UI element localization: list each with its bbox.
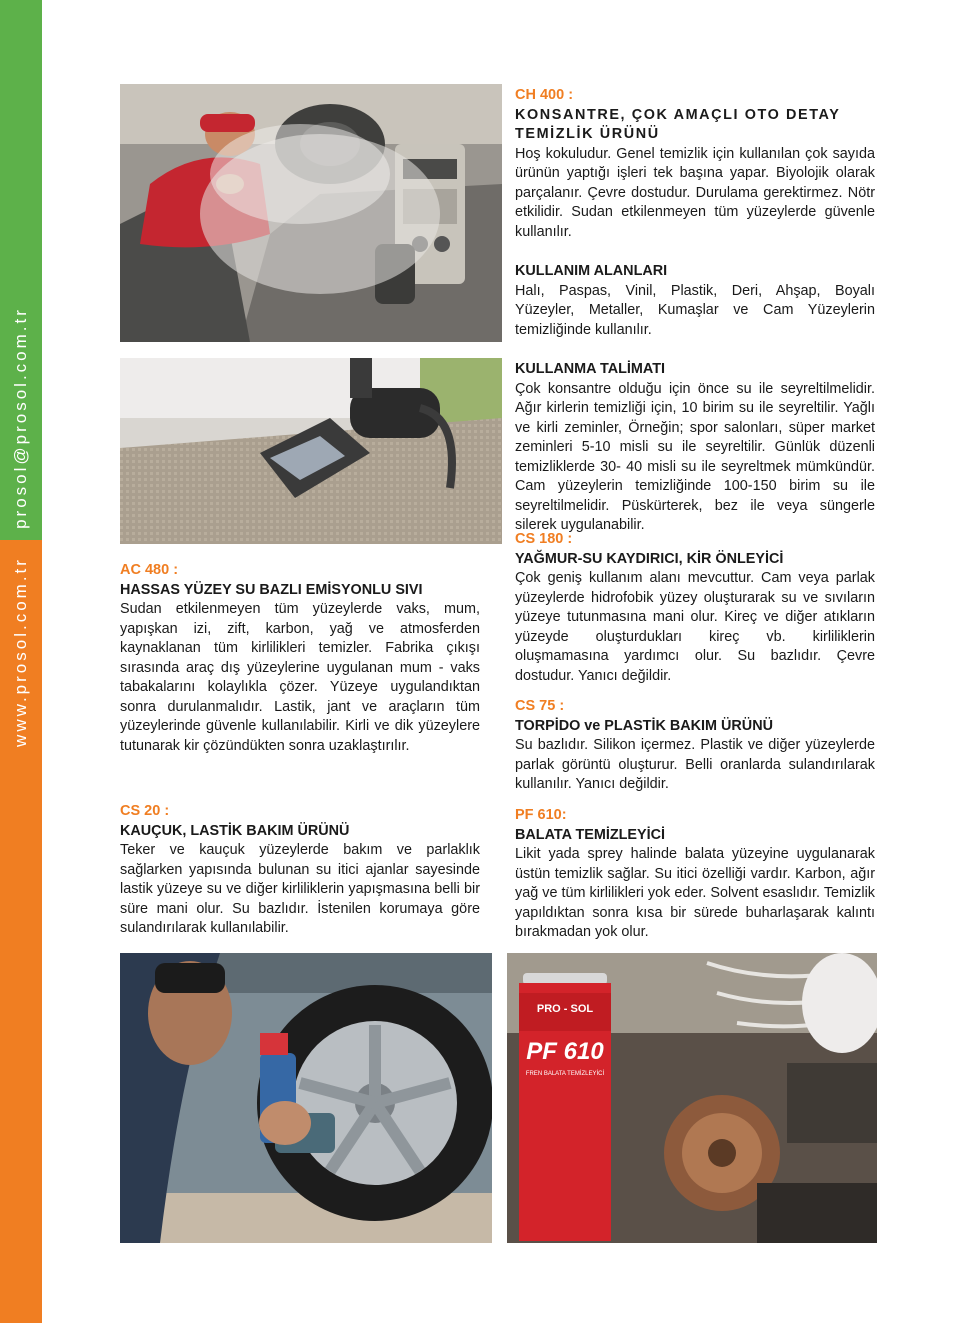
product-title: YAĞMUR-SU KAYDIRICI, KİR ÖNLEYİCİ (515, 550, 784, 567)
product-cs20 (120, 802, 480, 939)
tire-shine-photo (120, 953, 492, 1243)
product-description: Hoş kokuludur. Genel temizlik için kullanılan çok sayıda ürünün yaptığı işleri tek başına yapar. Biyolojik olarak parçalanır. Çevre dostudur. Durulama gerektirmez. Nötr etkilidir. Sudan etkilenmeyen tüm yüzeylerde güvenle kullanılır. (515, 145, 875, 240)
product-description: Su bazlıdır. Silikon içermez. Plastik ve diğer yüzeylerde parlak görüntü oluşturur. Belli oranlarda sulandırılarak kullanılır. Yanıcı değildir. (515, 737, 875, 792)
product-code: CS 75 : (515, 698, 565, 714)
product-cs75 (515, 697, 875, 795)
product-pf610 (515, 806, 875, 943)
usage-heading: KULLANIM ALANLARI (515, 263, 668, 279)
product-code: PF 610: (515, 807, 567, 823)
product-ch400 (515, 86, 875, 536)
product-code: CS 20 : (120, 803, 170, 819)
product-description: Likit yada sprey halinde balata yüzeyine uygulanarak üstün temizlik sağlar. Su itici özelliği vardır. Karbon, ağır yağ ve tüm kirlilikleri yok eder. Solvent esaslıdır. Temizlik yapıldıktan sonra kısa bir sürede buharlaşarak kalıntı bırakmadan yok olur. (515, 846, 875, 940)
product-cs180 (515, 530, 875, 686)
can-subtitle-label: FREN BALATA TEMİZLEYİCİ (525, 1071, 605, 1077)
product-description: Sudan etkilenmeyen tüm yüzeylerde vaks, mum, yapışkan izi, zift, karbon, yağ ve atmosferden kaynaklanan tüm kirlilikleri temizler. Fabrika çıkışı sırasında araç dış yüzeylerine uygulanan mum - vaks tabakalarını kolaylıkla çözer. Yüzeye uygulandıktan sonra durulanmalıdır. Lastik, jant ve araçların tüm yüzeylerinde güvenle kullanılabilir. Kirli ve dik yüzeylere tutunarak kir çözündükten sonra uzaklaştırılır. (120, 601, 480, 754)
usage-description: Halı, Paspas, Vinil, Plastik, Deri, Ahşap, Boyalı Yüzeyler, Metaller, Kumaşlar ve Cam Yüzeylerin temizliğinde kullanılır. (515, 282, 875, 338)
product-title: TORPİDO ve PLASTİK BAKIM ÜRÜNÜ (515, 717, 773, 734)
product-title: BALATA TEMİZLEYİCİ (515, 826, 666, 843)
sidebar-email: prosol@prosol.com.tr (11, 307, 30, 529)
product-description: Çok geniş kullanım alanı mevcuttur. Cam veya parlak yüzeylerde hidrofobik yüzey oluşturarak su ve sıvıların yüzeye tutunmasına mani olur. Kireç ve diğer atıkların yüzeyde oluşturdukları kireç vb. kirliliklerin oluşmamasına yardımcı olur. Su bazlıdır. Çevre dostudur. Yanıcı değildir. (515, 570, 875, 684)
product-description: Teker ve kauçuk yüzeylerde bakım ve parlaklık sağlarken yapısında bulunan su itici ajanlar sayesinde lastik yüzeye su ve diğer kirliliklerin yapışmasına belli bir süre mani olur. Su bazlıdır. İstenilen korumaya göre sulandırılarak kullanılabilir. (120, 842, 480, 936)
product-title: HASSAS YÜZEY SU BAZLI EMİSYONLU SIVI (120, 581, 423, 598)
product-title: KAUÇUK, LASTİK BAKIM ÜRÜNÜ (120, 822, 350, 839)
product-code: CS 180 : (515, 531, 573, 547)
can-brand-label: PRO - SOL (536, 1003, 594, 1015)
product-code: AC 480 : (120, 562, 179, 578)
product-title: KONSANTRE, ÇOK AMAÇLI OTO DETAY TEMİZLİK ÜRÜNÜ (515, 106, 841, 142)
product-ac480 (120, 561, 480, 756)
brake-cleaner-photo (507, 953, 877, 1243)
instructions-heading: KULLANMA TALİMATI (515, 361, 665, 377)
car-interior-cleaning-photo (120, 84, 502, 342)
upholstery-cleaning-photo (120, 358, 502, 544)
instructions-description: Çok konsantre olduğu için önce su ile seyreltilmelidir. Ağır kirlerin temizliği için, 10 birim su ile seyreltilir. Yağlı ve kirli zeminler, Örneğin; spor salonları, süper market zeminleri 5-10 misli su ile seyreltilir. Günlük düzenli temizliklerde 30- 40 misli su ile seyreltmek mümkündür. Cam yüzeylerin temizliğinde 100-150 birim su ile seyreltilmelidir. Püskürterek, bez ile veya süngerle silerek uygulanabilir. (515, 380, 875, 533)
product-code: CH 400 : (515, 87, 574, 103)
can-product-label: PF 610 (526, 1038, 604, 1065)
sidebar-website: www.prosol.com.tr (11, 557, 30, 747)
